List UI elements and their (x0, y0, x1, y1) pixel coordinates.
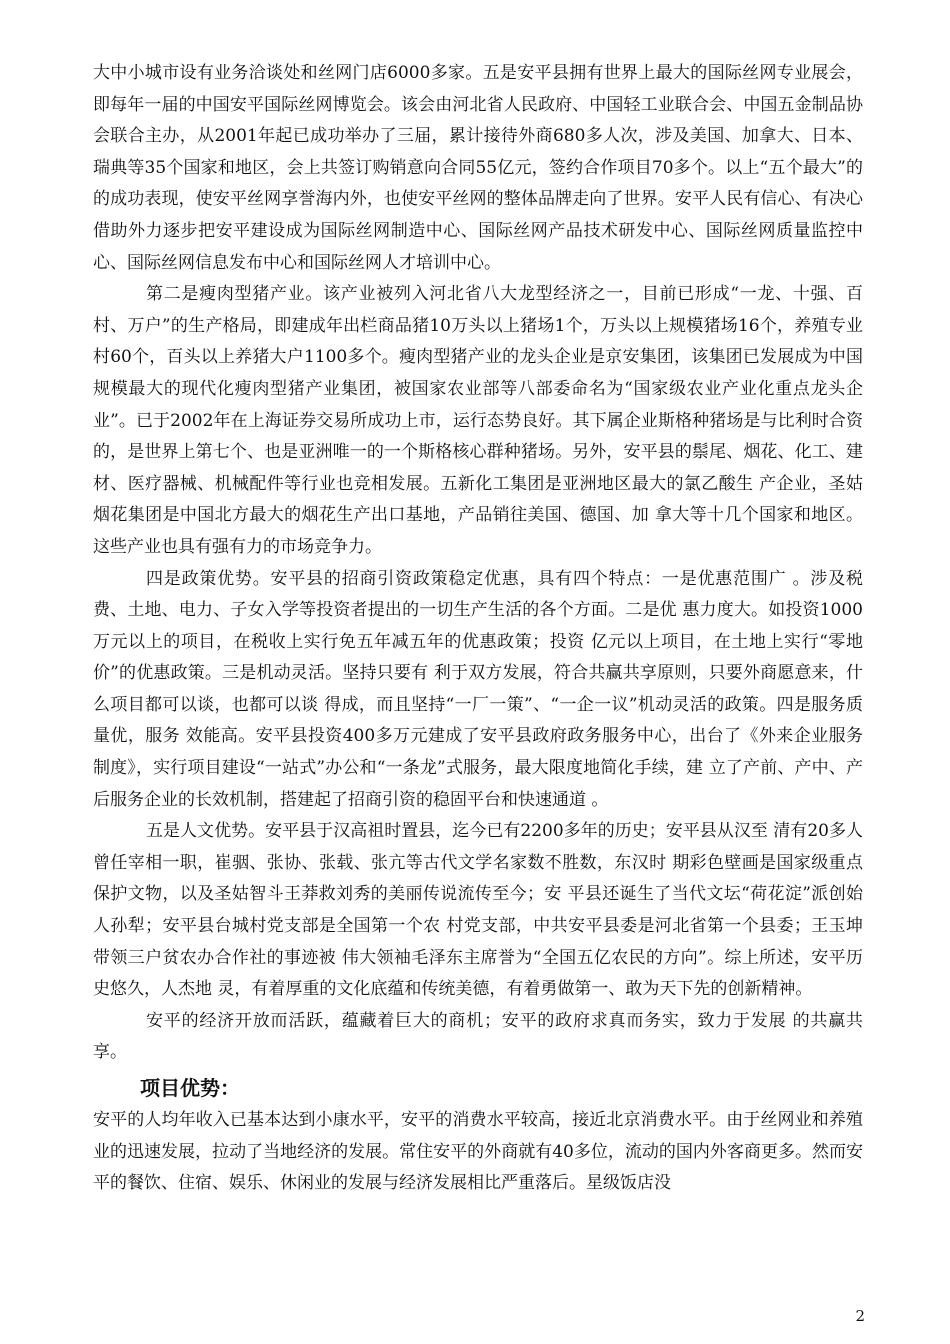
section-heading-project-advantages: 项目优势： (140, 1076, 240, 1100)
paragraph-silk-mesh-continued: 大中小城市设有业务洽谈处和丝网门店6000多家。五是安平县拥有世界上最大的国际丝网专业展会，即每年一届的中国安平国际丝网博览会。该会由河北省人民政府、中国轻工业联合会、中国五金制品协会联合主办，从2001年起已成功举办了三届，累计接待外商680多人次，涉及美国、加拿大、日本、瑞典等35个国家和地区，会上共签订购销意向合同55亿元，签约合作项目70多个。以上“五个最大”的的成功表现，使安平丝网享誉海内外，也使安平丝网的整体品牌走向了世界。安平人民有信心、有决心借助外力逐步把安平建设成为国际丝网制造中心、国际丝网产品技术研发中心、国际丝网质量监控中心、国际丝网信息发布中心和国际丝网人才培训中心。 (93, 63, 863, 273)
paragraph-project-advantages: 安平的人均年收入已基本达到小康水平，安平的消费水平较高，接近北京消费水平。由于丝网业和养殖业的迅速发展，拉动了当地经济的发展。常住安平的外商就有40多位，流动的国内外客商更多。然而安平的餐饮、住宿、娱乐、休闲业的发展与经济发展相比严重落后。星级饭店没 (93, 1110, 863, 1194)
page-number: 2 (855, 1307, 865, 1325)
paragraph-lean-pork-industry: 第二是瘦肉型猪产业。该产业被列入河北省八大龙型经济之一，目前已形成“一龙、十强、百村、万户”的生产格局，即建成年出栏商品猪10万头以上猪场1个，万头以上规模猪场16个，养殖专业村60个，百头以上养猪大户1100多个。瘦肉型猪产业的龙头企业是京安集团，该集团已发展成为中国规模最大的现代化瘦肉型猪产业集团，被国家农业部等八部委命名为“国家级农业产业化重点龙头企业”。已于2002年在上海证券交易所成功上市，运行态势良好。其下属企业斯格种猪场是与比利时合资的，是世界上第七个、也是亚洲唯一的一个斯格核心群种猪场。另外，安平县的鬃尾、烟花、化工、建 材、医疗器械、机械配件等行业也竞相发展。五新化工集团是亚洲地区最大的氯乙酸生 产企业，圣姑烟花集团是中国北方最大的烟花生产出口基地，产品销往美国、德国、加 拿大等十几个国家和地区。这些产业也具有强有力的市场竞争力。 (93, 284, 863, 557)
paragraph-cultural-advantage: 五是人文优势。安平县于汉高祖时置县，迄今已有2200多年的历史；安平县从汉至 清有20多人曾任宰相一职，崔骃、张协、张载、张亢等古代文学名家数不胜数，东汉时 期彩色壁画是国家级重点保护文物，以及圣姑智斗王莽救刘秀的美丽传说流传至今；安 平县还诞生了当代文坛“荷花淀”派创始人孙犁；安平县台城村党支部是全国第一个农 村党支部，中共安平县委是河北省第一个县委；王玉坤带领三户贫农办合作社的事迹被 伟大领袖毛泽东主席誉为“全国五亿农民的方向”。综上所述，安平历史悠久，人杰地 灵，有着厚重的文化底蕴和传统美德，有着勇做第一、敢为天下先的创新精神。 (93, 821, 863, 1000)
paragraph-policy-advantage: 四是政策优势。安平县的招商引资政策稳定优惠，具有四个特点：一是优惠范围广 。涉及税费、土地、电力、子女入学等投资者提出的一切生产生活的各个方面。二是优 惠力度大。如投资1000万元以上的项目，在税收上实行免五年减五年的优惠政策；投资 亿元以上项目，在土地上实行“零地价”的优惠政策。三是机动灵活。坚持只要有 利于双方发展，符合共赢共享原则，只要外商愿意来，什么项目都可以谈，也都可以谈 得成，而且坚持“一厂一策”、“一企一议”机动灵活的政策。四是服务质量优，服务 效能高。安平县投资400多万元建成了安平县政府政务服务中心，出台了《外来企业服务 制度》，实行项目建设“一站式”办公和“一条龙”式服务，最大限度地简化手续，建 立了产前、产中、产后服务企业的长效机制，搭建起了招商引资的稳固平台和快速通道 。 (93, 568, 863, 810)
paragraph-conclusion: 安平的经济开放而活跃，蕴藏着巨大的商机；安平的政府求真而务实，致力于发展 的共赢共享。 (93, 1010, 863, 1063)
document-body (93, 58, 863, 1200)
